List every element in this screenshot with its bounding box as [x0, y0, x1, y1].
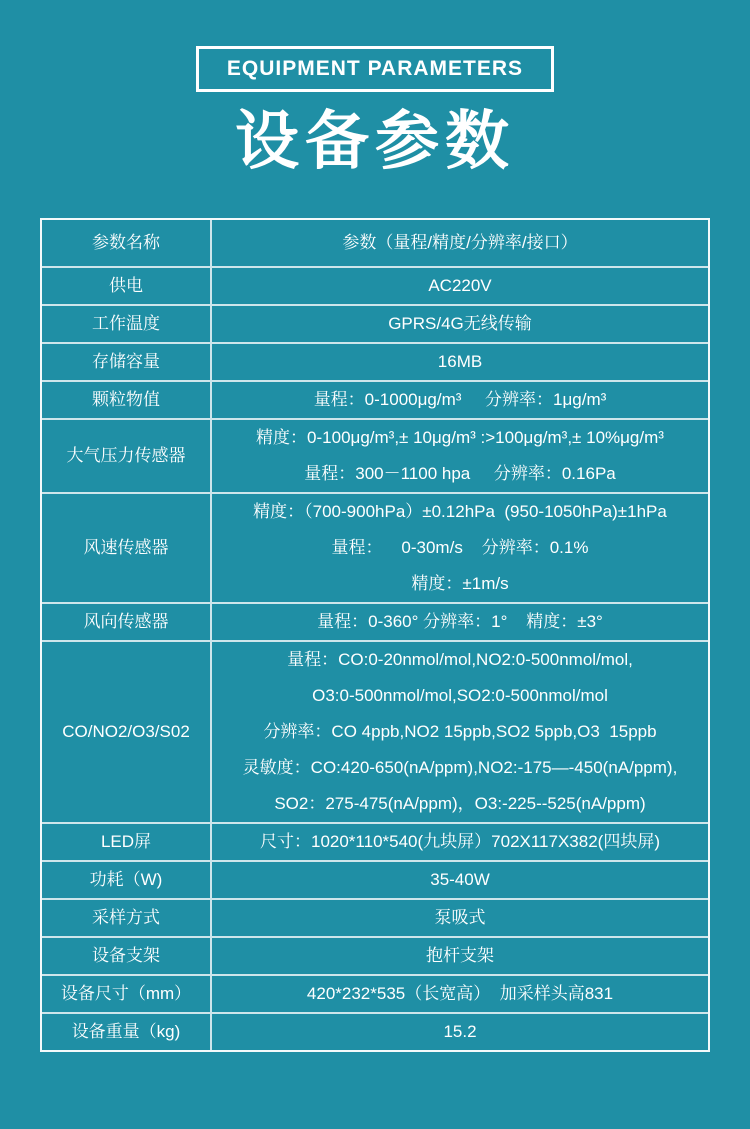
table-row: [42, 862, 708, 900]
param-value: 量程：0-1000μg/m³ 分辨率：1μg/m³: [313, 390, 607, 409]
table-row: [42, 382, 708, 420]
param-value: 泵吸式: [434, 908, 486, 927]
param-name: 供电: [42, 268, 212, 304]
param-name: CO/NO2/O3/S02: [42, 642, 212, 822]
table-row: [42, 976, 708, 1014]
table-row: [42, 494, 708, 604]
table-row: [42, 420, 708, 494]
table-row: [42, 900, 708, 938]
header-badge: EQUIPMENT PARAMETERS: [196, 46, 554, 92]
param-name: 颗粒物值: [42, 382, 212, 418]
param-name: 设备支架: [42, 938, 212, 974]
param-name: 大气压力传感器: [42, 420, 212, 492]
table-row: [42, 604, 708, 642]
param-name: 功耗（W): [42, 862, 212, 898]
param-value: GPRS/4G无线传输: [388, 314, 532, 333]
param-value: 量程：0-360° 分辨率：1° 精度：±3°: [317, 612, 603, 631]
param-value: AC220V: [428, 276, 492, 295]
param-name: 风向传感器: [42, 604, 212, 640]
param-value: 参数（量程/精度/分辨率/接口）: [342, 233, 578, 252]
spec-table: [40, 218, 710, 1052]
param-name: 采样方式: [42, 900, 212, 936]
page-title: 设备参数: [235, 105, 515, 177]
table-row: [42, 344, 708, 382]
param-name: 工作温度: [42, 306, 212, 342]
param-value: 精度：0-100μg/m³,± 10μg/m³ :>100μg/m³,± 10%μg/m³ 量程：300－1100 hpa 分辨率：0.16Pa: [256, 428, 664, 483]
param-value: 420*232*535（长宽高） 加采样头高831: [306, 984, 614, 1003]
param-value: 尺寸：1020*110*540(九块屏）702X117X382(四块屏): [259, 832, 660, 851]
param-value: 15.2: [443, 1022, 477, 1041]
table-row: [42, 938, 708, 976]
param-value: 精度：（700-900hPa）±0.12hPa (950-1050hPa)±1hPa 量程： 0-30m/s 分辨率：0.1% 精度：±1m/s: [253, 502, 667, 593]
table-row: [42, 1014, 708, 1050]
table-row: [42, 824, 708, 862]
param-name: 风速传感器: [42, 494, 212, 602]
param-name: LED屏: [42, 824, 212, 860]
table-row: [42, 220, 708, 268]
param-name: 参数名称: [42, 220, 212, 266]
param-value: 16MB: [437, 352, 483, 371]
param-value: 量程：CO:0-20nmol/mol,NO2:0-500nmol/mol, O3:0-500nmol/mol,SO2:0-500nmol/mol 分辨率：CO 4ppb,NO2 15ppb,SO2 5ppb,O3 15ppb 灵敏度：CO:420-650(nA/ppm),NO2:-175—-450(nA/ppm), SO2：275-475(nA/ppm)，O3:-225--525(nA/ppm): [242, 650, 678, 813]
param-name: 设备尺寸（mm）: [42, 976, 212, 1012]
param-value: 35-40W: [430, 870, 490, 889]
param-value: 抱杆支架: [426, 946, 494, 965]
table-row: [42, 642, 708, 824]
table-row: [42, 306, 708, 344]
page-header: [0, 0, 750, 176]
table-row: [42, 268, 708, 306]
param-name: 存储容量: [42, 344, 212, 380]
param-name: 设备重量（kg): [42, 1014, 212, 1050]
